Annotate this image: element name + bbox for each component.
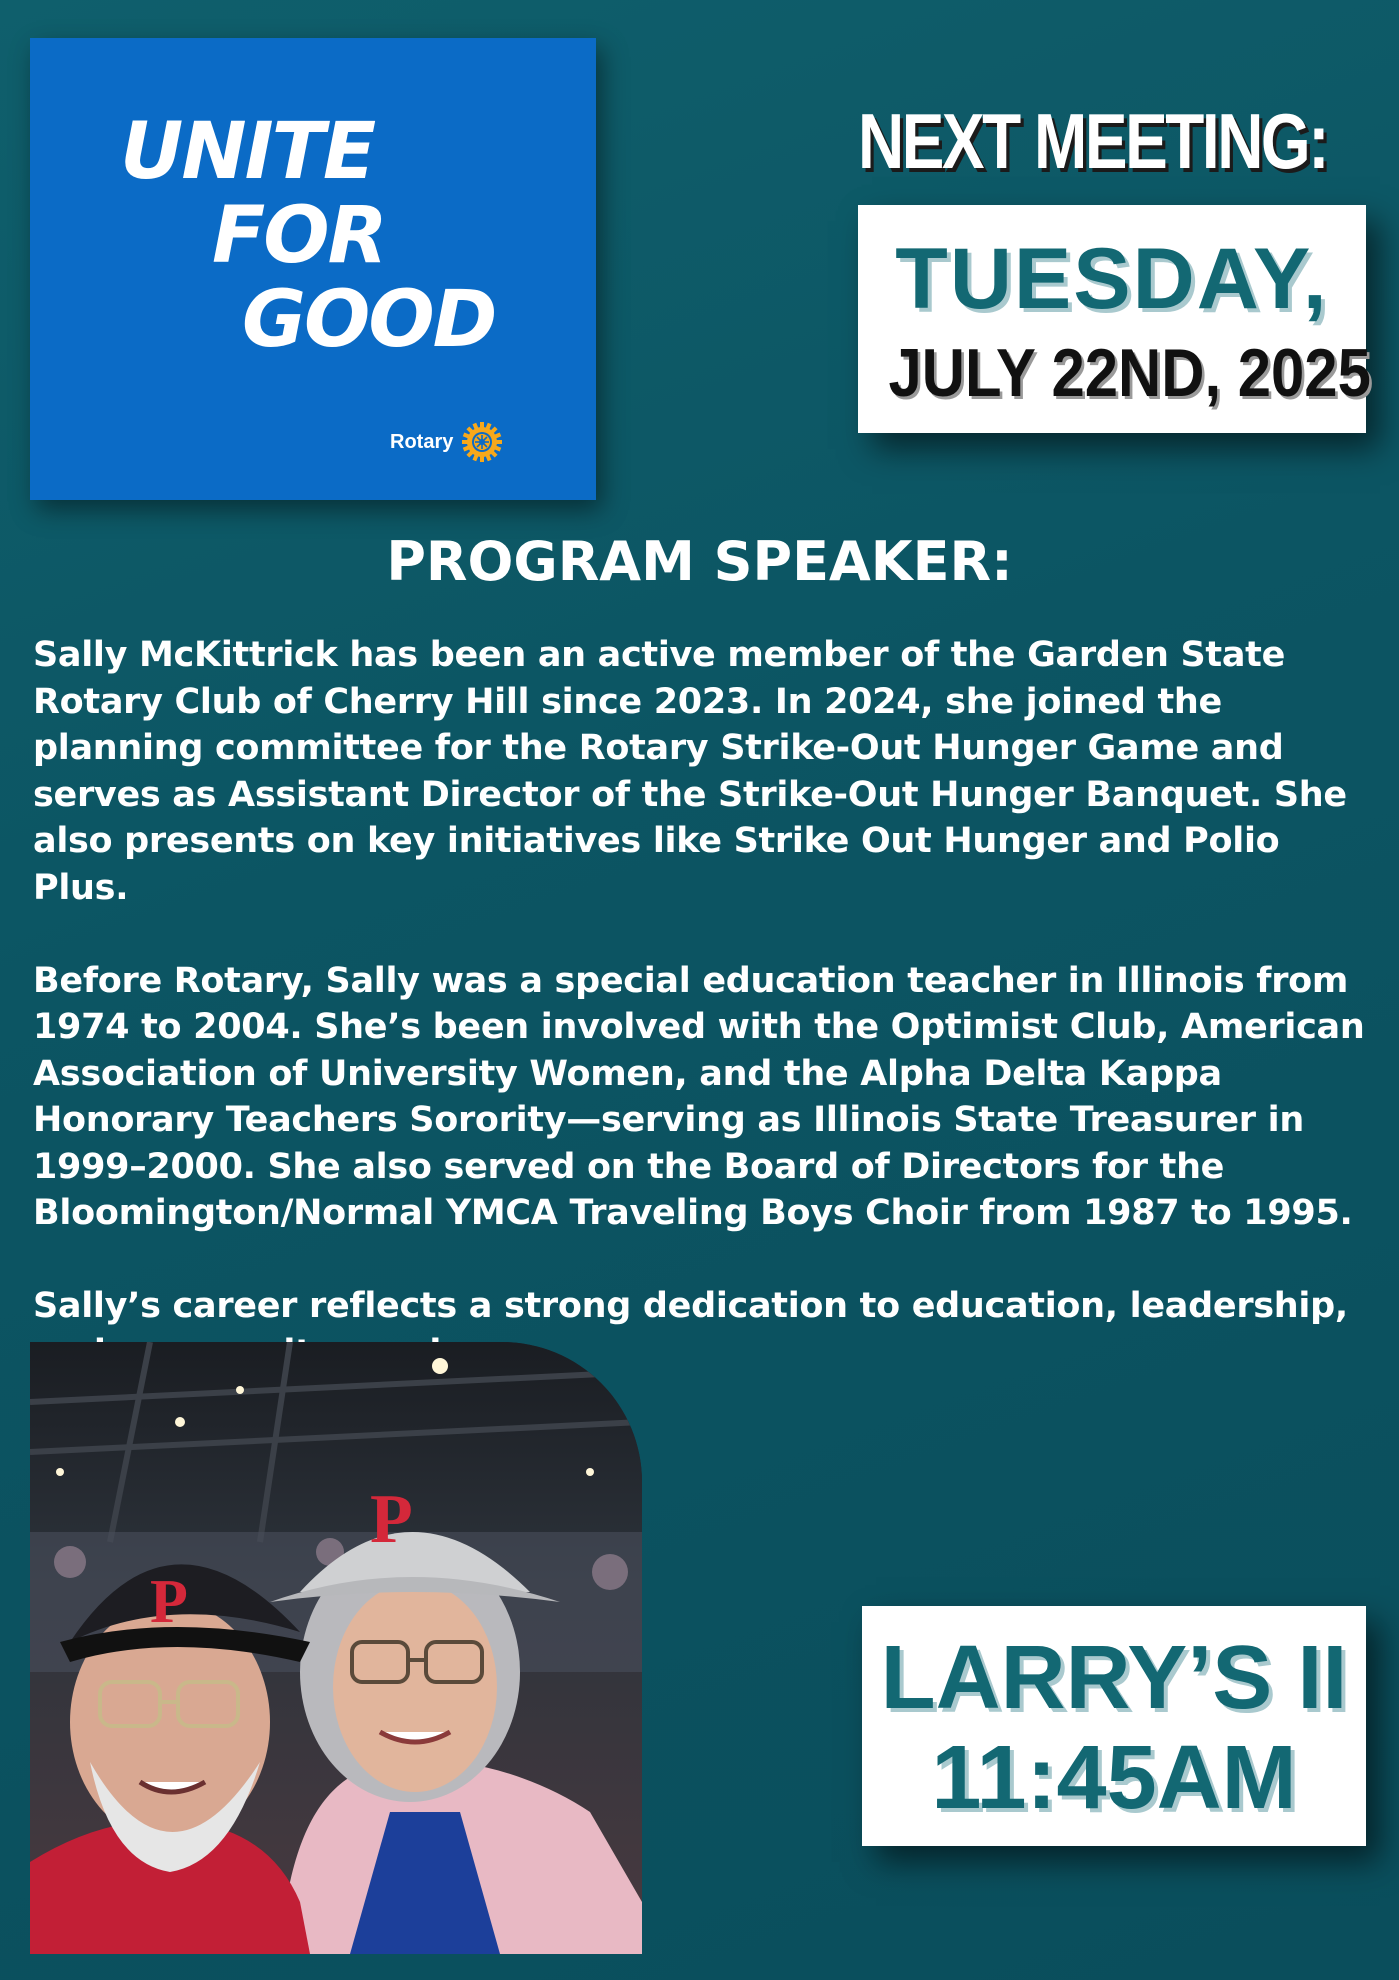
unite-for-good-logo — [30, 38, 596, 500]
logo-line-1: UNITE — [120, 107, 375, 197]
venue-time-card — [862, 1606, 1366, 1846]
program-speaker-heading: PROGRAM SPEAKER: — [386, 530, 1013, 593]
bio-paragraph-3: Sally’s career reflects a strong dedication to education, leadership, — [33, 1286, 1348, 1326]
logo-line-3: GOOD — [242, 275, 496, 365]
meeting-time: 11:45AM — [931, 1728, 1297, 1828]
rotary-wordmark: Rotary — [390, 430, 454, 453]
rotary-wheel-icon — [461, 421, 503, 463]
speaker-bio — [33, 632, 1383, 1423]
meeting-day: TUESDAY, — [895, 231, 1329, 327]
logo-line-2: FOR — [212, 191, 386, 281]
speaker-photo-illustration — [30, 1342, 642, 1954]
meeting-date: JULY 22ND, 2025 — [888, 335, 1371, 411]
next-meeting-heading: NEXT MEETING: — [858, 97, 1328, 185]
svg-text:P: P — [370, 1481, 413, 1558]
bio-paragraph-2: Before Rotary, Sally was a special education teacher in Illinois from 1974 to 2004. She’s been involved with the Optimist Club, American Association of University Women, and the Alpha Delta Kappa Honorary Teachers Sorority—serving as Illinois State Treasurer in 1999–2000. She also served on the Board of Directors for the Bloomington/Normal YMCA Traveling Boys Choir from 1987 to 1995. — [33, 960, 1365, 1233]
speaker-photo — [30, 1342, 642, 1954]
venue-name: LARRY’S II — [880, 1628, 1348, 1728]
bio-paragraph-1: Sally McKittrick has been an active member of the Garden State Rotary Club of Cherry Hill since 2023. In 2024, she joined the planning committee for the Rotary Strike-Out Hunger Game and serves as Assistant Director of the Strike-Out Hunger Banquet. She also presents on key initiatives like Strike Out Hunger and Polio Plus. — [33, 635, 1347, 908]
rotary-brand-mark — [390, 421, 503, 463]
meeting-date-card — [858, 205, 1371, 433]
svg-text:P: P — [150, 1568, 188, 1636]
